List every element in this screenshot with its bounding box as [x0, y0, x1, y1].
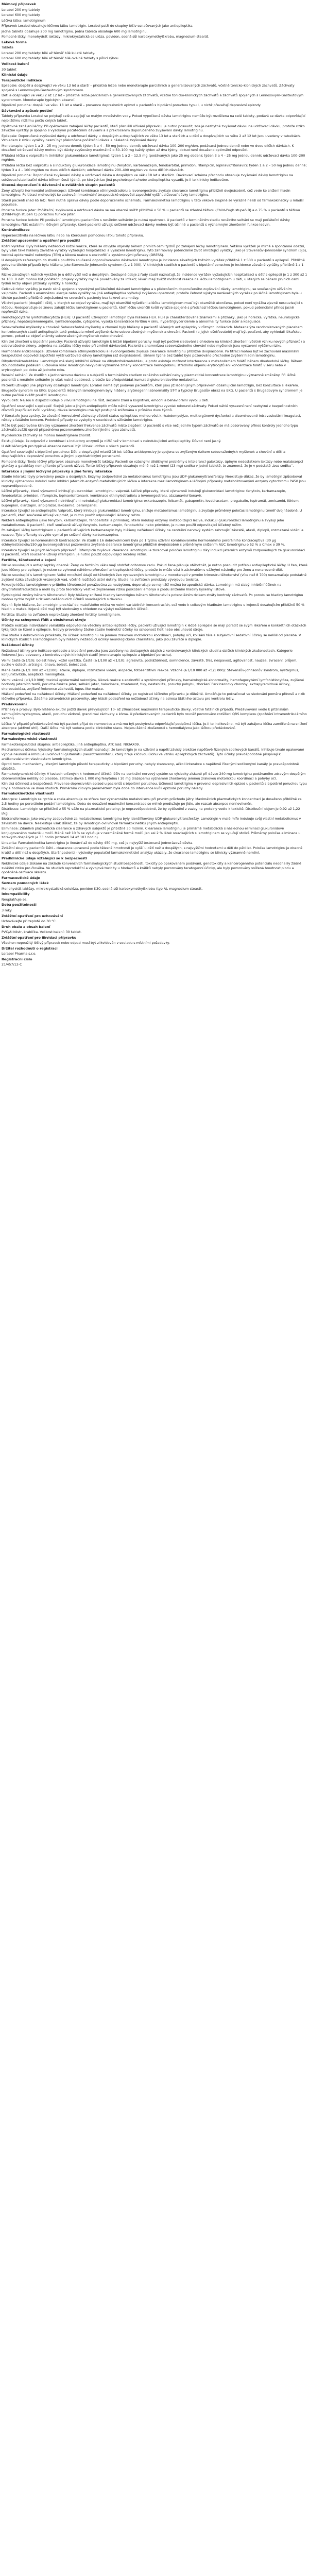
paragraph: Interakce týkající se jiných léčivých přípravků: Rifampicin zvyšoval clearance lamotriginu a zkracoval poločas lamotriginu díky indukci jaterních enzymů zodpovědných za glukuronidaci. U pacientů, kteří současně užívají rifampicin, je nutno použít odpovídající léčebný režim.: [2, 548, 306, 557]
paragraph: Protože existuje individuální variabilita odpovědi na všechny antiepileptické léčby, pacienti užívající lamotrigin k léčbě epilepsie se mají poradit se svým lékařem o konkrétních otázkách týkajících se řízení a epilepsie. Nebyly provedeny žádné studie hodnotící účinky na schopnost řídit nebo obsluhovat stroje.: [2, 623, 306, 632]
paragraph: Pomocné látky: monohydrát laktózy, mikrokrystalická celulóza, povidon, sodná sůl karboxymethylškrobu, magnesium-stearát.: [2, 35, 210, 39]
section-heading: Velikost balení: [2, 62, 29, 66]
paragraph: Hormonální antikoncepce: Užívání kombinace ethinylestradiolu a levonorgestrelu zvyšuje clearance lamotriginu přibližně dvojnásobně. Po titraci mohou být ke zachování maximální terapeutické odpovědi zapotřebí vyšší udržovací dávky lamotriginu (až dvojnásobné). Během týdne bez tablet bylo pozorováno přechodné zvýšení hladin lamotriginu.: [2, 349, 299, 358]
paragraph: Velmi časté (≥1/10): bolest hlavy, kožní vyrážka. Časté (≥1/100 až <1/10): agresivita, podrážděnost, somnolence, závratě, třes, nespavost, agitovanost, nauzea, zvracení, průjem, sucho v ústech, artralgie, únava, bolest, bolest zad.: [2, 658, 298, 667]
paragraph: Mechanismus účinku: Výsledky farmakologických studií naznačují, že lamotrigin je na užívání a napětí závislý blokátor napěťově řízených sodíkových kanálů. Inhibuje trvalé opakované výboje neuronů a inhibuje uvolňování glutamátu (neurotransmiteru, který hraje klíčovou úlohu ve vzniku epileptických záchvatů). Tyto účinky pravděpodobně přispívají k antikonvulzivním vlastnostem lamotriginu.: [2, 748, 304, 761]
paragraph: Studie interakcí byly provedeny pouze u dospělých. Enzymy zodpovědné za metabolismus lamotriginu jsou UDP-glukuronyltransferázy. Neexistuje důkaz, že by lamotrigin způsoboval klinicky významnou indukci nebo inhibici jaterních enzymů metabolizujících léčiva a interakce mezi lamotriginem a léčivými přípravky metabolizovanými enzymy cytochromu P450 jsou nepravděpodobné.: [2, 474, 306, 488]
section-heading: Farmaceutické údaje: [2, 875, 40, 880]
paragraph: Po zahájení léčby lamotriginem u pacientů užívajících karbamazepin byly hlášeny nežádoucí účinky na centrální nervový systém zahrnující závratě, ataxii, diplopii, rozmazané vidění a nauzeu. Tyto příznaky obvykle vymizí po snížení dávky karbamazepinu.: [2, 528, 304, 537]
paragraph: Epilepsie: dospělí a dospívající ve věku 13 let a starší – přídatná léčba nebo monoterapie parciálních a generalizovaných záchvatů, včetně tonicko-klonických záchvatů. Záchvaty spojené s Lennoxovým-Gastautovým syndromem.: [2, 83, 295, 92]
paragraph: PVC/Al blistr, krabička. Velikost balení: 30 tablet.: [2, 930, 82, 935]
paragraph: Lorabel Pharma s.r.o.: [2, 952, 37, 956]
paragraph: Linearita: Farmakokinetika lamotriginu je lineární až do dávky 450 mg, což je nejvyšší testovaná jednorázová dávka.: [2, 840, 194, 845]
section-heading: Předávkování: [2, 702, 27, 706]
document-body: [2, 1, 307, 968]
paragraph: Opatření související s epilepsií: Stejně jako u jiných antiepileptik může náhlé vysazení lamotriginu vyvolat rebound záchvaty. Pokud náhlé vysazení není nezbytné z bezpečnostních důvodů (například kvůli vyrážce), dávka lamotriginu má být postupně snižována v průběhu dvou týdnů.: [2, 403, 298, 413]
paragraph: Monoterapie: týden 1 a 2 – 25 mg jednou denně; týden 3 a 4 – 50 mg jednou denně; udržovací dávka 100–200 mg/den, podávaná jednou denně nebo ve dvou dílčích dávkách. K dosažení udržovací dávky mohou být dávky zvyšovány maximálně o 50–100 mg každý týden až dva týdny, dokud není dosaženo optimální odpovědi.: [2, 143, 294, 152]
paragraph: Oproti tomu mechanismy, kterými lamotrigin působí terapeuticky u bipolární poruchy, nebyly stanoveny, ačkoli interakce s napěťově řízenými sodíkovými kanály je pravděpodobně důležitá.: [2, 762, 299, 771]
section-heading: Terapeutické indikace: [2, 78, 42, 82]
paragraph: Léčba: V případě předávkování má být pacient přijat do nemocnice a má mu být poskytnuta odpovídající podpůrná léčba. Je-li to indikováno, má být zahájena léčba zaměřená na snížení absorpce (aktivní uhlí). Další léčba má být vedena podle klinického stavu. Nejsou žádné zkušenosti s hemodialýzou jako léčbou předávkování.: [2, 721, 307, 731]
paragraph: Dihydrofolátreduktáza: Lamotrigin má slabý inhibiční účinek na dihydrofolátreduktázu, a proto existuje možnost interference s metabolismem folátů během dlouhodobé léčby. Během dlouhodobého podávání u člověka však lamotrigin nevyvolal významné změny koncentrace hemoglobinu, středního objemu erytrocytů ani koncentrace folátů v séru nebo v erytrocytech po dobu až jednoho roku.: [2, 359, 302, 372]
paragraph: Interakce týkající se hormonálních kontraceptiv: Ve studii s 16 dobrovolnicemi byla po 1 týdnu užívání kombinovaného hormonálního perorálního kontraceptiva (30 µg ethinylestradiolu/150 µg levonorgestrelu) pozorována zvýšená clearance lamotriginu přibližně dvojnásobně s průměrným snížením AUC lamotriginu o 52 % a Cmax o 39 %.: [2, 538, 285, 547]
paragraph: Riziko související s antiepileptiky obecně: Ženy ve fertilním věku mají obdržet odbornou radu. Pokud žena plánuje otěhotnět, je nutno posoudit potřebu antiepileptické léčby. U žen, které jsou léčeny pro epilepsii, je nutno se vyhnout náhlému přerušení antiepileptické léčby, protože to může vést k záchvatům s vážnými následky pro ženu a nenarozené dítě.: [2, 563, 307, 572]
paragraph: Všechen nepoužitý léčivý přípravek nebo odpad musí být zlikvidován v souladu s místními požadavky.: [2, 941, 170, 945]
section-heading: Zvláštní opatření pro uchovávání: [2, 913, 63, 918]
paragraph: Starší pacienti (nad 65 let): Není nutná úprava dávky podle doporučeného schématu. Farmakokinetika lamotriginu v této věkové skupině se výrazně neliší od farmakokinetiky u mladší populace.: [2, 198, 304, 207]
section-heading: Mémový přípravek: [2, 2, 37, 6]
paragraph: Dvě studie s dobrovolníky prokázaly, že účinek lamotriginu na jemnou zrakovou motorickou koordinaci, pohyby očí, kolísání těla a subjektivní sedativní účinky se nelišil od placeba. V klinických studiích s lamotriginem byly hlášeny nežádoucí účinky neurologického charakteru, jako jsou závratě a diplopie.: [2, 633, 301, 642]
paragraph: V literatuře jsou zprávy, že závažné konvulzivní záchvaty včetně status epilepticus mohou vést k rhabdomyolýze, multiorgánové dysfunkci a diseminované intravaskulární koagulaci, někdy s fatálním koncem. Podobné případy se vyskytly v souvislosti s užíváním lamotriginu.: [2, 413, 301, 422]
paragraph: Absorpce: Lamotrigin se rychle a zcela absorbuje ze střeva bez významného metabolismu při prvním průchodu játry. Maximálních plazmatických koncentrací je dosaženo přibližně za 2,5 hodiny po perorálním podání lamotriginu. Doba do dosažení maximální koncentrace se mírně prodlužuje po jídle, ale rozsah absorpce není ovlivněn.: [2, 796, 302, 806]
paragraph: Bipolární porucha: Doporučené zvyšování dávky a udržovací dávka u dospělých ve věku 18 let a starších. Dávkovací schéma přechodu obsahuje zvyšování dávky lamotriginu na udržovací stabilizační dávku během šesti týdnů, po kterých lze jiná psychotropní a/nebo antiepileptika vysadit, je-li to klinicky indikováno.: [2, 173, 294, 182]
paragraph: Pacienti užívající jiné přípravky obsahující lamotrigin: Lorabel nemá být podáván pacientům, kteří jsou již léčeni jiným přípravkem obsahujícím lamotrigin, bez konzultace s lékařem.: [2, 383, 299, 387]
section-heading: Interakce s jinými léčivými přípravky a jiné formy interakce: [2, 469, 112, 473]
paragraph: Monohydrát laktózy, mikrokrystalická celulóza, povidon K30, sodná sůl karboxymethylškrobu (typ A), magnesium-stearát.: [2, 886, 203, 891]
paragraph: Sebevražedné myšlenky a chování: Sebevražedné myšlenky a chování byly hlášeny u pacientů léčených antiepileptiky v různých indikacích. Metaanalýza randomizovaných placebem kontrolovaných studií antiepileptik také prokázala mírně zvýšené riziko sebevražedných myšlenek a chování. Pacienti (a jejich ošetřovatelé) mají být poučeni, aby vyhledali lékařskou pomoc, pokud se objeví známky sebevražedných myšlenek nebo chování.: [2, 325, 303, 338]
paragraph: Renální selhání: Ve studiích s jednorázovou dávkou u subjektů s terminálním stadiem renálního selhání nebyly plazmatické koncentrace lamotriginu významně změněny. Při léčbě pacientů s renálním selháním je však nutná opatrnost, protože lze předpokládat kumulaci glukuronidového metabolitu.: [2, 373, 296, 382]
paragraph: Příznaky a projevy: Bylo hlášeno akutní požití dávek převyšujících 10- až 20násobek maximální terapeutické dávky, včetně fatálních případů. Předávkování vedlo k příznakům zahrnujícím nystagmus, ataxii, poruchu vědomí, grand mal záchvaty a kóma. U předávkovaných pacientů bylo rovněž pozorováno rozšíření QRS komplexu (zpoždění intraventrikulárního vedení).: [2, 707, 307, 721]
paragraph: Ženy užívající hormonální antikoncepci: Užívání kombinace ethinylestradiolu a levonorgestrelu zvyšuje clearance lamotriginu přibližně dvojnásobně, což vede ke snížení hladin lamotriginu. Po titraci mohou být ke zachování maximální terapeutické odpovědi zapotřebí vyšší udržovací dávky lamotriginu.: [2, 188, 290, 197]
section-heading: Klinické údaje: [2, 73, 28, 77]
paragraph: Klinické zhoršení u bipolární poruchy: Pacienti užívající lamotrigin k léčbě bipolární poruchy mají být pečlivě sledováni s ohledem na klinické zhoršení (včetně vzniku nových příznaků) a sebevražedné sklony, zejména na začátku léčby nebo při změně dávkování. Pacienti s anamnézou sebevražedného chování nebo myšlenek jsou vystaveni vyššímu riziku.: [2, 339, 305, 348]
paragraph: Lorabel 200 mg tablety: bílé až téměř bílé kulaté tablety.: [2, 50, 95, 55]
paragraph: Riziko související s lamotriginem: Velké množství údajů od těhotných žen vystavených lamotriginu v monoterapii v prvním trimestru těhotenství (více než 8 700) nenaznačuje podstatné zvýšení rizika závažných vrozených vad, včetně rozštěpů ústní dutiny. Studie na zvířatech prokázaly vývojovou toxicitu.: [2, 573, 307, 582]
paragraph: Farmakodynamické účinky: V testech určených k hodnocení účinků léčiv na centrální nervový systém se výsledky získané při dávce 240 mg lamotriginu podávaného zdravým dospělým dobrovolníkům nelišily od placeba, zatímco dávka 1 000 mg fenytoinu i 10 mg diazepamu významně zhoršovaly jemnou zrakovou motorickou koordinaci a pohyby očí.: [2, 772, 306, 781]
paragraph: Může být pozorováno klinicky významné zhoršení frekvence záchvatů místo zlepšení. U pacientů s více než jedním typem záchvatů se má pozorovaný přínos kontroly jednoho typu záchvatů zvážit oproti případnému pozorovanému zhoršení jiného typu záchvatů.: [2, 423, 298, 432]
paragraph: Pomocné látky: Tento léčivý přípravek obsahuje monohydrát laktózy. Pacienti se vzácnými dědičnými problémy s intolerancí galaktózy, úplným nedostatkem laktázy nebo malabsorpcí glukózy a galaktózy nemají tento přípravek užívat. Tento léčivý přípravek obsahuje méně než 1 mmol (23 mg) sodíku v jedné tabletě, to znamená, že je v podstatě „bez sodíku“.: [2, 459, 303, 468]
paragraph: Opatření související s bipolární poruchou: Děti a dospívající mladší 18 let: Léčba antidepresivy je spojena se zvýšeným rizikem sebevražedných myšlenek a chování u dětí a dospívajících s depresivní poruchou a jinými psychiatrickými poruchami.: [2, 449, 286, 459]
paragraph: Jedna tableta obsahuje 200 mg lamotriginu. Jedna tableta obsahuje 600 mg lamotriginu.: [2, 29, 148, 33]
paragraph: Tablety přípravku Lorabel se polykají celé a zapíjejí se malým množstvím vody. Pokud vypočtená dávka lamotriginu nemůže být rozdělena na celé tablety, podává se dávka odpovídající nejbližšímu nižšímu počtu celých tablet.: [2, 114, 305, 123]
paragraph: Kožní vyrážka: Byly hlášeny nežádoucí kožní reakce, které se obvykle objevily během prvních osmi týdnů po zahájení léčby lamotriginem. Většina vyrážek je mírná a spontánně odezní, byly však také hlášeny závažné vyrážky vyžadující hospitalizaci a vysazení lamotriginu. Tyto zahrnovaly potenciálně život ohrožující vyrážky, jako je Stevensův-Johnsonův syndrom (SJS), toxická epidermální nekrolýza (TEN) a léková reakce s eozinofilií a systémovými příznaky (DRESS).: [2, 244, 307, 257]
paragraph: Léčivé přípravky, které významně neinhibují ani neindukují glukuronidaci lamotriginu: oxkarbazepin, felbamát, gabapentin, levetiracetam, pregabalin, topiramát, zonisamid, lithium, bupropion, olanzapin, aripiprazol, lakosamid, perampanel.: [2, 499, 300, 507]
paragraph: Tableta: [2, 45, 13, 50]
paragraph: Farmakoterapeutická skupina: antiepileptika, jiná antiepileptika, ATC kód: N03AX09.: [2, 742, 140, 747]
section-heading: Fertilita, těhotenství a kojení: [2, 557, 56, 562]
paragraph: Některá antiepileptika (jako fenytoin, karbamazepin, fenobarbital a primidon), která indukují enzymy metabolizující léčiva, indukují glukuronidaci lamotriginu a zvyšují jeho metabolismus. U pacientů, kteří současně užívají fenytoin, karbamazepin, fenobarbital nebo primidon, je nutno použít odpovídající léčebný režim.: [2, 518, 284, 527]
paragraph: Přídatná léčba bez valproátu a s induktory glukuronidace lamotriginu (fenytoin, karbamazepin, fenobarbital, primidon, rifampicin, lopinavir/ritonavir): týden 1 a 2 – 50 mg jednou denně; týden 3 a 4 – 100 mg/den ve dvou dílčích dávkách; udržovací dávka 200–400 mg/den ve dvou dílčích dávkách.: [2, 163, 307, 172]
paragraph: Fyziologické změny během těhotenství: Byly hlášeny snížené hladiny lamotriginu během těhotenství s potenciálním rizikem ztráty kontroly záchvatů. Po porodu se hladiny lamotriginu mohou rychle zvýšit s rizikem nežádoucích účinků souvisejících s dávkou.: [2, 592, 303, 602]
paragraph: 21/457/12-C: [2, 962, 22, 967]
section-heading: Nežádoucí účinky: [2, 643, 34, 647]
paragraph: Hemofagocytární lymfohistiocytóza (HLH): U pacientů užívajících lamotrigin byla hlášena HLH. HLH je charakterizována známkami a příznaky, jako je horečka, vyrážka, neurologické příznaky, hepatosplenomegalie, lymfadenopatie, cytopenie, vysoká koncentrace feritinu v séru, hypertriglyceridemie a abnormality funkce jater a koagulace.: [2, 315, 300, 324]
paragraph: Epilepsie: Doporučené zvyšování dávky a udržovací dávky u dospělých a dospívajících ve věku 13 let a starších a u dětí a dospívajících ve věku 2 až 12 let jsou uvedeny v tabulkách. Vzhledem k riziku vyrážky nesmí být překročena počáteční dávka a následné zvyšování dávky.: [2, 133, 301, 143]
paragraph: Neuplatňuje se.: [2, 897, 28, 902]
section-heading: Druh obalu a obsah balení: [2, 924, 50, 929]
paragraph: Lorabel 600 mg tablety: bílé až téměř bílé oválné tablety s půlicí rýhou.: [2, 56, 119, 61]
section-heading: Farmakodynamické vlastnosti: [2, 737, 57, 741]
section-heading: Zvláštní opatření pro likvidaci přípravku: [2, 935, 77, 940]
paragraph: Interakce týkající se antiepileptik: Valproát, který inhibuje glukuronidaci lamotriginu, snižuje metabolismus lamotriginu a zvyšuje průměrný poločas lamotriginu téměř dvojnásobně. U pacientů, kteří současně užívají valproát, je nutno použít odpovídající léčebný režim.: [2, 509, 302, 517]
paragraph: Pokud je léčba lamotriginem v průběhu těhotenství považována za nezbytnou, doporučuje se nejnižší možná terapeutická dávka. Lamotrigin má slabý inhibiční účinek na dihydrofolátreduktázu a mohl by proto teoreticky vést ke zvýšenému riziku poškození embrya a plodu snížením hladiny kyseliny listové.: [2, 583, 282, 591]
section-heading: Obecná doporučení k dávkování u zvláštních skupin pacientů: [2, 183, 115, 188]
paragraph: Biotransformace: Jako enzymy zodpovědné za metabolismus lamotriginu byly identifikovány UDP-glukuronyltransferázy. Lamotrigin v malé míře indukuje svůj vlastní metabolismus v závislosti na dávce. Neexistuje však důkaz, že by lamotrigin ovlivňoval farmakokinetiku jiných antiepileptik.: [2, 817, 301, 825]
paragraph: Hypersenzitivita na léčivou látku nebo na kteroukoli pomocnou látku tohoto přípravku.: [2, 233, 144, 238]
paragraph: U dětí léčených pro typické absence nemusí být účinek udržen u všech pacientů.: [2, 444, 135, 449]
paragraph: Všichni pacienti (dospělí i děti), u kterých se objeví vyrážka, mají být okamžitě vyšetřeni a léčba lamotriginem musí být okamžitě ukončena, pokud není vyrážka zjevně nesouvisející s léčbou. Nedoporučuje se znovu zahájit léčbu lamotriginem u pacientů, kteří léčbu ukončili kvůli vyrážce spojené s předchozí léčbou lamotriginem, pokud potenciální přínos jasně nepřeváží riziko.: [2, 301, 303, 314]
paragraph: Myoklonické záchvaty se mohou lamotriginem zhoršit.: [2, 433, 92, 438]
paragraph: Kojení: Bylo hlášeno, že lamotrigin prochází do mateřského mléka ve velmi variabilních koncentracích, což vede k celkovým hladinám lamotriginu u kojenců dosahujícím přibližně 50 % hladin u matek. Kojené děti mají být sledovány s ohledem na výskyt nežádoucích účinků.: [2, 602, 305, 612]
paragraph: Méně časté (≥1/1 000 až <1/100): ataxie, diplopie, rozmazané vidění, alopecie, fotosenzitivní reakce. Vzácné (≥1/10 000 až <1/1 000): Stevensův-Johnsonův syndrom, nystagmus, konjunktivitida, aseptická meningitida.: [2, 668, 299, 677]
section-heading: Dávkování a způsob podání: [2, 108, 53, 113]
paragraph: Neklinické údaje získané na základě konvenčních farmakologických studií bezpečnosti, toxicity po opakovaném podávání, genotoxicity a kancerogenního potenciálu neodhalily žádné zvláštní riziko pro člověka. Ve studiích reprodukční a vývojové toxicity u hlodavců a králíků nebyly pozorovány teratogenní účinky, ale byly pozorovány snížená hmotnost plodu a opožděná osifikace skeletu.: [2, 861, 301, 875]
paragraph: Existují údaje, že odpověď v kombinaci s induktory enzymů je nižší než v kombinaci s neindukujícími antiepileptiky. Důvod není jasný.: [2, 438, 221, 443]
paragraph: Lorabel 200 mg tablety: [2, 7, 40, 12]
section-heading: Inkompatibility: [2, 892, 30, 896]
paragraph: Nežádoucí účinky pro indikace epilepsie a bipolární porucha jsou založeny na dostupných údajích z kontrolovaných klinických studií a dalších klinických zkušenostech. Kategorie frekvencí jsou odvozeny z kontrolovaných klinických studií (monoterapie epilepsie a bipolární porucha).: [2, 648, 293, 657]
paragraph: Riziko závažných kožních vyrážek je u dětí vyšší než u dospělých. Dostupné údaje z řady studií naznačují, že incidence vyrážek vyžadujících hospitalizaci u dětí s epilepsií je 1 z 300 až 1 ze 100. U dětí mohou být počáteční projevy vyrážky mylně považovány za infekci; lékaři mají zvážit možnost reakce na léčbu lamotriginem u dětí, u kterých se během prvních osmi týdnů léčby objeví příznaky vyrážky a horečky.: [2, 272, 307, 286]
paragraph: Hlášení podezření na nežádoucí účinky: Hlášení podezření na nežádoucí účinky po registraci léčivého přípravku je důležité. Umožňuje to pokračovat ve sledování poměru přínosů a rizik léčivého přípravku. Žádáme zdravotnické pracovníky, aby hlásili podezření na nežádoucí účinky na adresu Státního ústavu pro kontrolu léčiv.: [2, 692, 305, 701]
paragraph: Léčivé přípravky, které významně inhibují glukuronidaci lamotriginu: valproát. Léčivé přípravky, které významně indukují glukuronidaci lamotriginu: fenytoin, karbamazepin, fenobarbital, primidon, rifampicin, lopinavir/ritonavir, kombinace ethinylestradiolu a levonorgestrelu, atazanavir/ritonavir.: [2, 489, 286, 498]
paragraph: Děti a dospívající ve věku 2 až 12 let – přídatná léčba parciálních a generalizovaných záchvatů, včetně tonicko-klonických záchvatů a záchvatů spojených s Lennoxovým-Gastautovým syndromem. Monoterapie typických absencí.: [2, 93, 304, 102]
paragraph: Distribuce: Lamotrigin se přibližně z 55 % váže na plazmatické proteiny; je nepravděpodobné, že by vytěsnění z vazby na proteiny vedlo k toxicitě. Distribuční objem je 0,92 až 1,22 l/kg.: [2, 807, 300, 816]
section-heading: Farmakokinetické vlastnosti: [2, 791, 54, 796]
section-heading: Léková forma: [2, 40, 27, 44]
paragraph: Přídatná léčba s valproátem (inhibitor glukuronidace lamotriginu): týden 1 a 2 – 12,5 mg (podávaných jako 25 mg obden); týden 3 a 4 – 25 mg jednou denně; udržovací dávka 100–200 mg/den.: [2, 153, 305, 162]
paragraph: Bipolární porucha: dospělí ve věku 18 let a starší – prevence depresivních epizod u pacientů s bipolární poruchou typu I, u nichž převažují depresivní epizody.: [2, 103, 262, 108]
paragraph: Vývoj dětí: Nejsou k dispozici údaje o vlivu lamotriginu na růst, sexuální zrání a kognitivní, emoční a behaviorální vývoj u dětí.: [2, 398, 210, 403]
paragraph: Velmi vzácné (<1/10 000): toxická epidermální nekrolýza, léková reakce s eozinofilií a systémovými příznaky, hematologické abnormality, hemofagocytární lymfohistiocytóza, zvýšené hodnoty jaterních testů, porucha funkce jater, selhání jater, halucinace, zmatenost, tiky, nestabilita, poruchy pohybu, zhoršení Parkinsonovy choroby, extrapyramidové účinky, choreoatetóza, zvýšení frekvence záchvatů, lupus-like reakce.: [2, 677, 304, 691]
section-heading: Držitel rozhodnutí o registraci: [2, 946, 58, 951]
paragraph: Celkové riziko vyrážky je navíc silně spojeno s vysokými počátečními dávkami lamotriginu a s překročením doporučeného zvyšování dávky lamotriginu, se současným užíváním valproátu. Pacienti s anamnézou alergie nebo vyrážky na jiná antiepileptika vyžadují zvýšenou opatrnost, protože četnost výskytu nezávažných vyrážek po léčbě lamotriginem byla u těchto pacientů přibližně trojnásobná ve srovnání s pacienty bez takové anamnézy.: [2, 286, 302, 300]
section-heading: Registrační číslo: [2, 957, 32, 961]
paragraph: Brugadův syndrom na EKG: U pacientů léčených lamotriginem byly hlášeny arytmogenní abnormality ST-T a typický Brugadův obraz na EKG. U pacientů s Brugadovým syndromem je nutno pečlivě zvážit použití lamotriginu.: [2, 388, 303, 397]
section-heading: Doba použitelnosti: [2, 903, 37, 907]
paragraph: Porucha funkce ledvin: Při podávání lamotriginu pacientům s renálním selháním je nutná opatrnost. U pacientů v terminálním stadiu renálního selhání se mají počáteční dávky lamotriginu řídit ostatními léčivými přípravky, které pacienti užívají; snížené udržovací dávky mohou být účinné u pacientů s významným zhoršením funkce ledvin.: [2, 217, 290, 227]
paragraph: Opětovné zahájení léčby: Při opětovném zahájení léčby pacientů, kteří přerušili užívání přípravku, je nutno posoudit, zda je nezbytné zvyšovat dávku na udržovací dávku, protože riziko závažné vyrážky je spojeno s vysokými počátečními dávkami a s překročením doporučeného zvyšování dávky lamotriginu.: [2, 124, 305, 133]
paragraph: 3 roky: [2, 908, 12, 912]
section-heading: Zvláštní upozornění a opatření pro použití: [2, 239, 80, 243]
paragraph: Uchovávejte při teplotě do 30 °C.: [2, 919, 57, 924]
section-heading: Seznam pomocných látek: [2, 881, 49, 886]
section-heading: Kontraindikace: [2, 228, 30, 232]
paragraph: Léčivá látka: lamotriginum: [2, 18, 46, 23]
paragraph: Eliminace: Zdánlivá plazmatická clearance u zdravých subjektů je přibližně 30 ml/min. Clearance lamotriginu je primárně metabolická s následnou eliminací glukuronidově konjugovaného materiálu močí. Méně než 10 % se vylučuje v nezměněné formě močí. Jen asi 2 % látek souvisejících s lamotriginem se vylučují stolicí. Průměrný poločas eliminace u zdravých dospělých je 33 hodin (rozmezí 14 až 103 hodin).: [2, 826, 301, 840]
section-heading: Předklinické údaje vztahující se k bezpečnosti: [2, 856, 87, 860]
paragraph: 30 tablet: [2, 67, 16, 72]
paragraph: Lorabel 600 mg tablety: [2, 13, 40, 18]
paragraph: Porucha funkce jater: Počáteční, zvyšovaná a udržovací dávka se má obecně snížit přibližně o 50 % u pacientů se středně těžkou (Child-Pugh stupeň B) a o 75 % u pacientů s těžkou (Child-Pugh stupeň C) poruchou funkce jater.: [2, 208, 300, 217]
paragraph: Přípravek Lorabel obsahuje léčivou látku lamotrigin. Lorabel patří do skupiny léčiv označovaných jako antiepileptika.: [2, 24, 194, 28]
section-heading: Farmakologické vlastnosti: [2, 731, 50, 736]
paragraph: Zvláštní skupiny pacientů: Děti – clearance upravená podle tělesné hmotnosti je vyšší u dětí než u dospělých, s nejvyššími hodnotami u dětí do pěti let. Poločas lamotriginu je obecně kratší u dětí než u dospělých. Starší pacienti – výsledky populační farmakokinetické analýzy ukázaly, že clearance lamotriginu se klinicky významně nemění.: [2, 846, 303, 855]
paragraph: Klinická účinnost a bezpečnost: Prevence depresivních epizod u pacientů s bipolární poruchou. Účinnost lamotriginu v prevenci depresivních epizod u pacientů s bipolární poruchou typu I byla hodnocena ve dvou studiích. Primárním cílovým parametrem byla doba do intervence kvůli epizodě poruchy nálady.: [2, 782, 307, 790]
paragraph: U dospělých zařazených do studií s použitím současně doporučovaného dávkování lamotriginu je incidence závažných kožních vyrážek přibližně 1 z 500 u pacientů s epilepsií. Přibližně polovina těchto případů byla hlášena jako Stevensův-Johnsonův syndrom (1 z 1 000). V klinických studiích u pacientů s bipolární poruchou je incidence závažné vyrážky přibližně 1 z 1 000.: [2, 258, 305, 272]
paragraph: Fertilita: Studie na zvířatech neprokázaly zhoršení fertility lamotriginem.: [2, 612, 121, 617]
section-heading: Účinky na schopnost řídit a obsluhovat stroje: [2, 618, 86, 622]
